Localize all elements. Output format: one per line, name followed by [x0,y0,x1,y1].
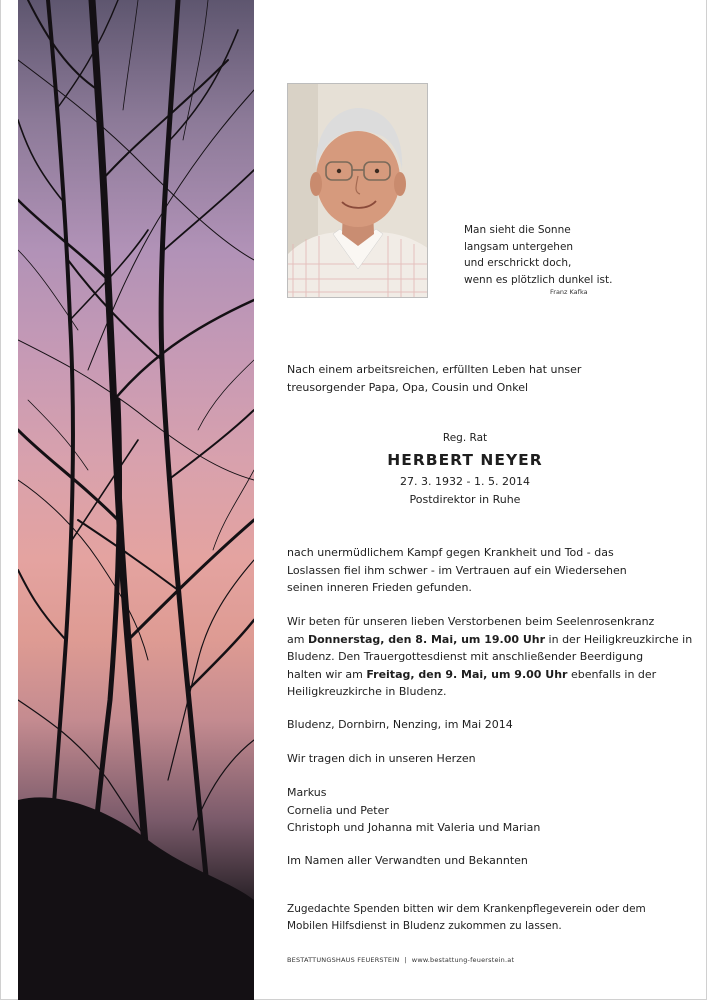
quote-line: wenn es plötzlich dunkel ist. [464,273,613,286]
family-member: Christoph und Johanna mit Valeria und Marian [287,821,541,834]
quote-line: Man sieht die Sonne [464,224,571,236]
rosary-date: Donnerstag, den 8. Mai, um 19.00 Uhr [307,632,546,646]
tree-branches-graphic [18,0,254,1000]
donations-text [287,901,646,934]
services-line: Bludenz. Den Trauergottesdienst mit anschließender Beerdigung [287,650,644,663]
passing-line: nach unermüdlichem Kampf gegen Krankheit und Tod - das [287,546,614,559]
place-date: Bludenz, Dornbirn, Nenzing, im Mai 2014 [287,718,513,731]
services-line: Wir beten für unseren lieben Verstorbenen beim Seelenrosenkranz [287,615,655,628]
footer-separator: | [404,956,407,964]
donations-line: Mobilen Hilfsdienst in Bludenz zukommen zu lassen. [287,919,562,932]
family-list [287,784,540,837]
services-line: halten wir am Freitag, den 9. Mai, um 9.00 Uhr ebenfalls in der [287,667,657,681]
funeral-home-website[interactable]: www.bestattung-feuerstein.at [411,956,515,964]
relatives-line: Im Namen aller Verwandten und Bekannten [287,854,528,867]
donations-line: Zugedachte Spenden bitten wir dem Krankenpflegeverein oder dem [287,903,646,915]
funeral-date: Freitag, den 9. Mai, um 9.00 Uhr [366,667,568,681]
services-line: Heiligkreuzkirche in Bludenz. [287,685,447,698]
family-member: Cornelia und Peter [287,803,389,817]
passing-line: Loslassen fiel ihm schwer - im Vertrauen auf ein Wiedersehen [287,563,627,577]
quote-author: Franz Kafka [550,288,588,296]
deceased-name: HERBERT NEYER [387,451,543,469]
quote-line: und erschrickt doch, [464,257,572,269]
quote-line: langsam untergehen [464,240,574,253]
in-hearts-line: Wir tragen dich in unseren Herzen [287,752,476,765]
passing-line: seinen inneren Frieden gefunden. [287,581,472,594]
passing-text [287,544,627,597]
footer [287,956,514,964]
intro-line: treusorgender Papa, Opa, Cousin und Onkel [287,380,529,394]
tree-silhouette-photo [18,0,254,1000]
services-line: am Donnerstag, den 8. Mai, um 19.00 Uhr in der Heiligkreuzkirche in [287,632,693,646]
kafka-quote [464,222,624,297]
funeral-home-name: BESTATTUNGSHAUS FEUERSTEIN [287,956,400,964]
family-member: Markus [287,786,327,799]
intro-text [287,361,581,396]
services-text [287,613,692,701]
page-border-left [0,0,1,1000]
deceased-profession: Postdirektor in Ruhe [409,493,521,506]
deceased-title: Reg. Rat [442,432,488,444]
life-dates: 27. 3. 1932 - 1. 5. 2014 [400,475,530,488]
portrait-image [288,84,428,298]
portrait-photo [287,83,428,298]
intro-line: Nach einem arbeitsreichen, erfüllten Leben hat unser [287,363,582,376]
